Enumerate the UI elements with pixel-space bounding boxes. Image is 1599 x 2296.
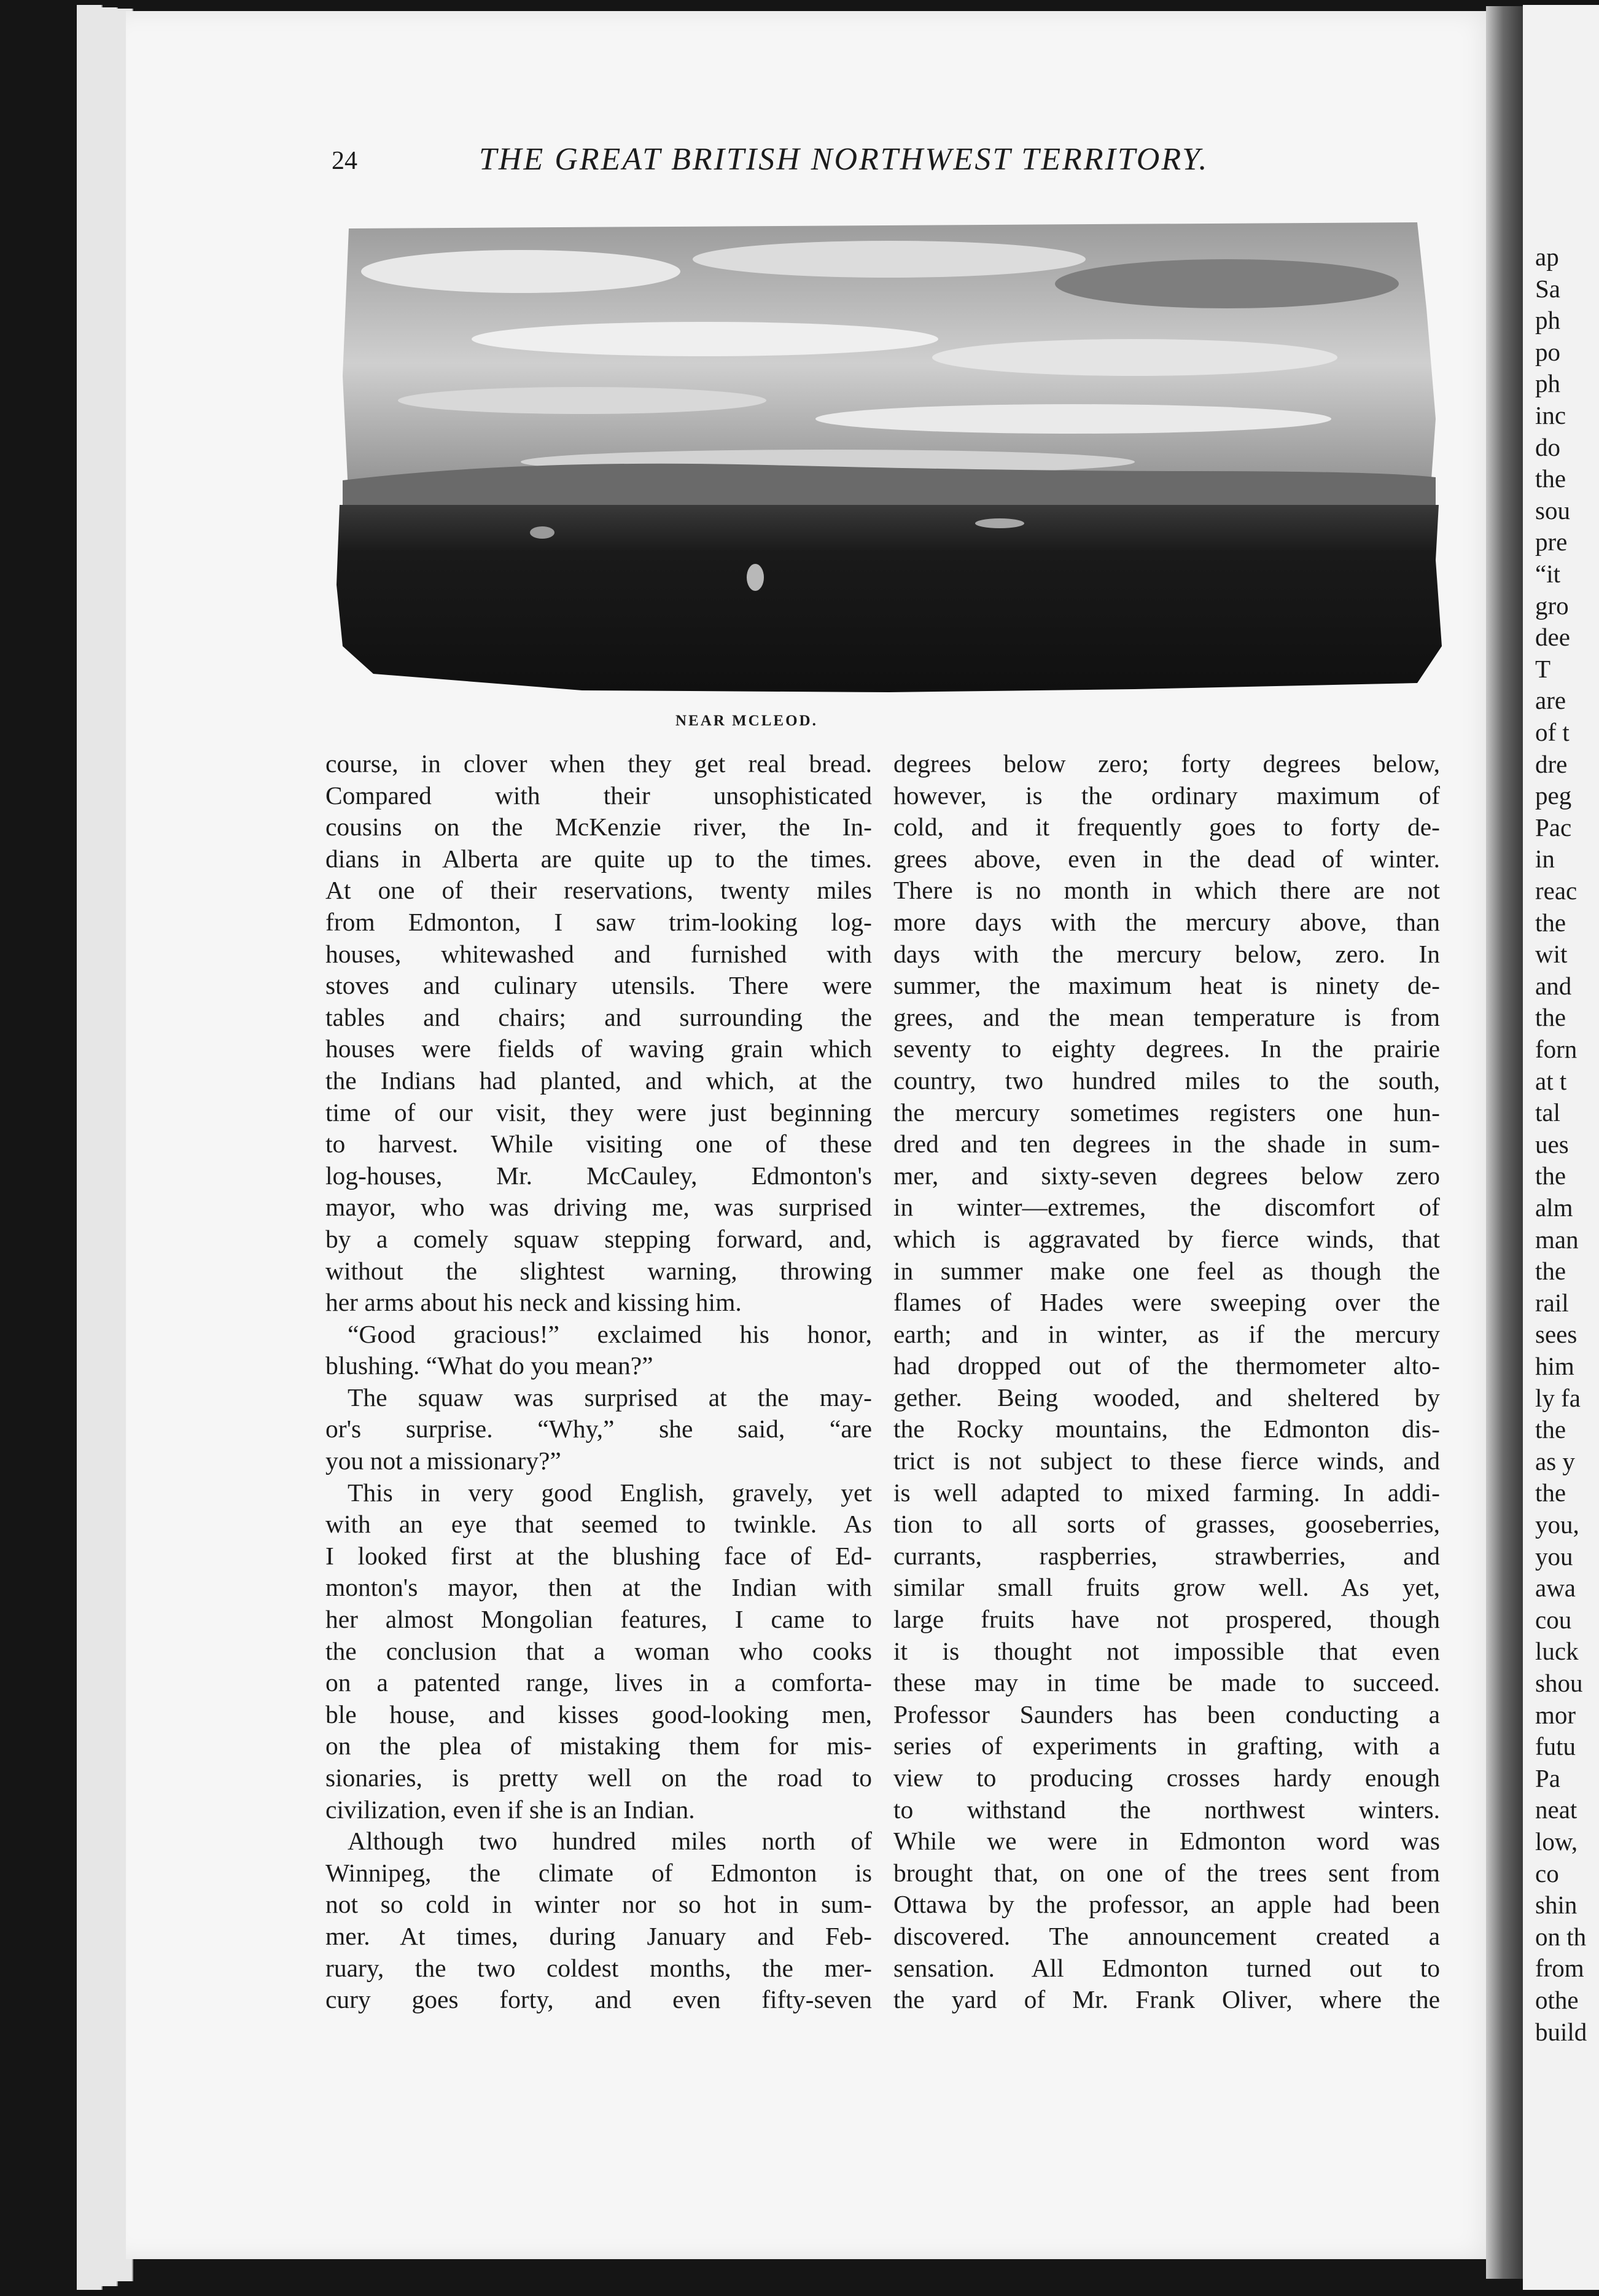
facing-page-text-fragment: the bbox=[1535, 1003, 1566, 1032]
facing-page-text-fragment: and bbox=[1535, 971, 1572, 1000]
text-line: ble house, and kisses good-looking men, bbox=[325, 1700, 872, 1728]
facing-page-text-fragment: sees bbox=[1535, 1320, 1578, 1349]
text-line: At one of their reservations, twenty miles bbox=[325, 876, 872, 905]
facing-page-text-fragment: cou bbox=[1535, 1605, 1572, 1634]
text-line: however, is the ordinary maximum of bbox=[893, 781, 1440, 810]
facing-page-text-fragment: the bbox=[1535, 908, 1566, 937]
text-line: Professor Saunders has been conducting a bbox=[893, 1700, 1440, 1728]
text-line: you not a missionary?” bbox=[325, 1447, 561, 1475]
text-line: This in very good English, gravely, yet bbox=[348, 1478, 872, 1507]
text-line: with an eye that seemed to twinkle. As bbox=[325, 1510, 872, 1539]
facing-page-text-fragment: inc bbox=[1535, 401, 1566, 429]
facing-page-text-fragment: ph bbox=[1535, 369, 1560, 398]
facing-page-text-fragment: the bbox=[1535, 1415, 1566, 1444]
text-line: stoves and culinary utensils. There were bbox=[325, 971, 872, 1000]
text-line: Winnipeg, the climate of Edmonton is bbox=[325, 1858, 872, 1887]
text-line: cury goes forty, and even fifty-seven bbox=[325, 1985, 872, 2014]
running-title: THE GREAT BRITISH NORTHWEST TERRITORY. bbox=[479, 142, 1209, 177]
text-line: or's surprise. “Why,” she said, “are bbox=[325, 1415, 872, 1443]
text-line: While we were in Edmonton word was bbox=[893, 1827, 1440, 1856]
text-line: without the slightest warning, throwing bbox=[325, 1256, 872, 1285]
text-line: discovered. The announcement created a bbox=[893, 1921, 1440, 1950]
facing-page-text-fragment: the bbox=[1535, 464, 1566, 493]
cloud bbox=[361, 250, 680, 293]
facing-page-text-fragment: awa bbox=[1535, 1574, 1576, 1603]
text-line: mayor, who was driving me, was surprised bbox=[325, 1193, 872, 1222]
text-line: brought that, on one of the trees sent from bbox=[893, 1858, 1440, 1887]
facing-page-text-fragment: forn bbox=[1535, 1035, 1578, 1063]
text-line: civilization, even if she is an Indian. bbox=[325, 1795, 695, 1824]
facing-page-text-fragment: futu bbox=[1535, 1732, 1576, 1761]
text-line: mer. At times, during January and Feb- bbox=[325, 1921, 872, 1950]
prairie-ground bbox=[337, 505, 1442, 692]
facing-page-text-fragment: the bbox=[1535, 1257, 1566, 1286]
facing-page-text-fragment: pre bbox=[1535, 528, 1568, 556]
facing-page-text-fragment: the bbox=[1535, 1478, 1566, 1507]
cloud bbox=[472, 322, 938, 356]
facing-page-text-fragment: neat bbox=[1535, 1795, 1578, 1824]
text-line: by a comely squaw stepping forward, and, bbox=[325, 1224, 872, 1253]
text-line: it is thought not impossible that even bbox=[893, 1636, 1440, 1665]
facing-page-text-fragment: on th bbox=[1535, 1922, 1587, 1951]
text-line: which is aggravated by fierce winds, that bbox=[893, 1224, 1440, 1253]
text-line: Ottawa by the professor, an apple had been bbox=[893, 1890, 1440, 1919]
facing-page-text-fragment: ues bbox=[1535, 1130, 1569, 1158]
right-text-column bbox=[893, 748, 1440, 2016]
text-line: flames of Hades were sweeping over the bbox=[893, 1288, 1440, 1317]
facing-page-text-fragment: Pac bbox=[1535, 813, 1572, 841]
text-line: degrees below zero; forty degrees below, bbox=[893, 749, 1440, 778]
facing-page-text-fragment: of t bbox=[1535, 718, 1570, 746]
text-line: cousins on the McKenzie river, the In- bbox=[325, 813, 872, 841]
text-line: grees, and the mean temperature is from bbox=[893, 1002, 1440, 1031]
text-line: to harvest. While visiting one of these bbox=[325, 1130, 872, 1158]
text-line: sensation. All Edmonton turned out to bbox=[893, 1953, 1440, 1982]
facing-page-edge bbox=[1523, 5, 1599, 2290]
text-line: in winter—extremes, the discomfort of bbox=[893, 1193, 1440, 1222]
text-line: earth; and in winter, as if the mercury bbox=[893, 1319, 1440, 1348]
text-line: trict is not subject to these fierce winds, and bbox=[893, 1447, 1440, 1475]
figure-on-prairie bbox=[747, 564, 764, 591]
facing-page-text-fragment: low, bbox=[1535, 1827, 1578, 1856]
illustration-caption: NEAR MCLEOD. bbox=[675, 713, 818, 729]
text-line: Compared with their unsophisticated bbox=[325, 781, 872, 810]
cloud bbox=[398, 387, 766, 414]
facing-page-text-fragment: othe bbox=[1535, 1986, 1579, 2014]
text-line: her almost Mongolian features, I came to bbox=[325, 1605, 872, 1634]
text-line: large fruits have not prospered, though bbox=[893, 1605, 1440, 1634]
text-line: houses, whitewashed and furnished with bbox=[325, 939, 872, 968]
facing-page-text-fragment: as y bbox=[1535, 1447, 1575, 1475]
facing-page-text-fragment: luck bbox=[1535, 1637, 1579, 1666]
facing-page-text-fragment: shou bbox=[1535, 1669, 1583, 1697]
text-line: from Edmonton, I saw trim-looking log- bbox=[325, 907, 872, 936]
facing-page-text-fragment: at t bbox=[1535, 1066, 1567, 1095]
text-line: the Rocky mountains, the Edmonton dis- bbox=[893, 1415, 1440, 1443]
text-line: days with the mercury below, zero. In bbox=[893, 939, 1440, 968]
text-line: series of experiments in grafting, with a bbox=[893, 1732, 1440, 1760]
facing-page-text-fragment: shin bbox=[1535, 1891, 1578, 1919]
text-line: view to producing crosses hardy enough bbox=[893, 1763, 1440, 1792]
text-line: more days with the mercury above, than bbox=[893, 907, 1440, 936]
text-line: the Indians had planted, and which, at the bbox=[325, 1066, 872, 1095]
text-line: the yard of Mr. Frank Oliver, where the bbox=[893, 1985, 1440, 2014]
facing-page-text-fragment: ap bbox=[1535, 243, 1559, 271]
text-line: There is no month in which there are not bbox=[893, 876, 1440, 905]
text-line: Although two hundred miles north of bbox=[348, 1827, 872, 1856]
text-line: The squaw was surprised at the may- bbox=[348, 1383, 872, 1412]
cloud bbox=[932, 339, 1337, 376]
facing-page-text-fragment: co bbox=[1535, 1859, 1559, 1888]
text-line: dians in Alberta are quite up to the times. bbox=[325, 844, 872, 873]
facing-page-text-fragment: Pa bbox=[1535, 1763, 1560, 1792]
facing-page-text-fragment: Sa bbox=[1535, 274, 1560, 303]
text-line: mer, and sixty-seven degrees below zero bbox=[893, 1161, 1440, 1190]
text-line: ruary, the two coldest months, the mer- bbox=[325, 1953, 872, 1982]
text-line: “Good gracious!” exclaimed his honor, bbox=[348, 1319, 872, 1348]
text-line: country, two hundred miles to the south, bbox=[893, 1066, 1440, 1095]
text-line: to withstand the northwest winters. bbox=[893, 1795, 1440, 1824]
text-line: sionaries, is pretty well on the road to bbox=[325, 1763, 872, 1792]
text-line: on a patented range, lives in a comforta- bbox=[325, 1668, 872, 1697]
facing-page-text-fragment: tal bbox=[1535, 1098, 1560, 1127]
cloud bbox=[1055, 259, 1399, 308]
text-line: gether. Being wooded, and sheltered by bbox=[893, 1383, 1440, 1412]
text-line: similar small fruits grow well. As yet, bbox=[893, 1573, 1440, 1602]
facing-page-text-fragment: him bbox=[1535, 1352, 1574, 1380]
facing-page-text-fragment: are bbox=[1535, 686, 1566, 715]
text-line: tion to all sorts of grasses, gooseberries, bbox=[893, 1510, 1440, 1539]
running-head bbox=[0, 142, 1599, 183]
facing-page-text-fragment: from bbox=[1535, 1954, 1584, 1983]
facing-page-text-fragment: po bbox=[1535, 337, 1560, 366]
text-line: currants, raspberries, strawberries, and bbox=[893, 1541, 1440, 1570]
facing-page-text-fragment: rail bbox=[1535, 1288, 1569, 1317]
text-line: not so cold in winter nor so hot in sum- bbox=[325, 1890, 872, 1919]
text-line: log-houses, Mr. McCauley, Edmonton's bbox=[325, 1161, 872, 1190]
text-line: tables and chairs; and surrounding the bbox=[325, 1002, 872, 1031]
facing-page-text-fragment: alm bbox=[1535, 1193, 1573, 1222]
cloud bbox=[693, 241, 1086, 278]
light-patch bbox=[530, 526, 554, 539]
facing-page-text-fragment: ph bbox=[1535, 306, 1560, 335]
facing-page-text-fragment: in bbox=[1535, 845, 1555, 873]
text-line: the mercury sometimes registers one hun- bbox=[893, 1098, 1440, 1127]
facing-page-text-fragment: gro bbox=[1535, 591, 1569, 620]
facing-page-text-fragment: sou bbox=[1535, 496, 1570, 525]
text-line: I looked first at the blushing face of Ed- bbox=[325, 1541, 872, 1570]
text-line: cold, and it frequently goes to forty de- bbox=[893, 813, 1440, 841]
facing-page-text-fragment: you bbox=[1535, 1542, 1573, 1571]
landscape-illustration bbox=[337, 216, 1442, 695]
text-line: in summer make one feel as though the bbox=[893, 1256, 1440, 1285]
facing-page-text-fragment: dee bbox=[1535, 623, 1570, 652]
text-line: these may in time be made to succeed. bbox=[893, 1668, 1440, 1697]
text-line: houses were fields of waving grain which bbox=[325, 1034, 872, 1063]
text-line: her arms about his neck and kissing him. bbox=[325, 1288, 742, 1317]
facing-page-text-fragment: man bbox=[1535, 1225, 1579, 1254]
text-line: seventy to eighty degrees. In the prairie bbox=[893, 1034, 1440, 1063]
facing-page-text-fragment: dre bbox=[1535, 749, 1568, 778]
facing-page-text-fragment: “it bbox=[1535, 560, 1560, 588]
facing-page-text-fragment: wit bbox=[1535, 940, 1568, 969]
facing-page-text-fragment: peg bbox=[1535, 781, 1572, 810]
light-patch bbox=[975, 518, 1024, 528]
facing-page-text-fragment: build bbox=[1535, 2017, 1587, 2046]
facing-page-text-fragment: the bbox=[1535, 1162, 1566, 1190]
facing-page-text-fragment: you, bbox=[1535, 1510, 1579, 1539]
page-number: 24 bbox=[332, 147, 357, 175]
facing-page-text-fragment: T bbox=[1535, 654, 1551, 683]
text-line: monton's mayor, then at the Indian with bbox=[325, 1573, 872, 1602]
left-text-column bbox=[325, 748, 872, 2016]
text-line: summer, the maximum heat is ninety de- bbox=[893, 971, 1440, 1000]
text-line: the conclusion that a woman who cooks bbox=[325, 1636, 872, 1665]
facing-page-text-fragment: mor bbox=[1535, 1700, 1576, 1729]
text-line: on the plea of mistaking them for mis- bbox=[325, 1732, 872, 1760]
text-line: had dropped out of the thermometer alto- bbox=[893, 1351, 1440, 1380]
text-line: grees above, even in the dead of winter. bbox=[893, 844, 1440, 873]
text-line: is well adapted to mixed farming. In addi- bbox=[893, 1478, 1440, 1507]
text-line: dred and ten degrees in the shade in sum- bbox=[893, 1130, 1440, 1158]
facing-page-text-fragment: do bbox=[1535, 432, 1560, 461]
text-line: blushing. “What do you mean?” bbox=[325, 1351, 653, 1380]
facing-page-text-fragment: ly fa bbox=[1535, 1383, 1581, 1412]
facing-page-text-fragment: reac bbox=[1535, 877, 1578, 905]
text-line: time of our visit, they were just beginning bbox=[325, 1098, 872, 1127]
cloud bbox=[815, 404, 1331, 434]
text-line: course, in clover when they get real bread. bbox=[325, 749, 872, 778]
